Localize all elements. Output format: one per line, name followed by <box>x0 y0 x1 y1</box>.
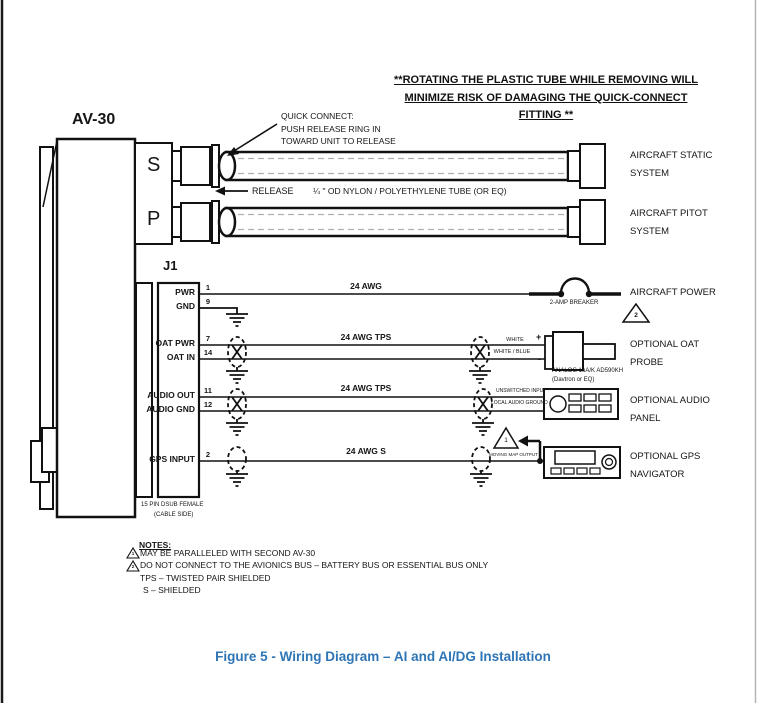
oat-minus-polarity: - <box>538 354 541 364</box>
oat-probe-icon <box>545 332 615 370</box>
notes-abbrev-s: S – SHIELDED <box>143 585 201 595</box>
notes-item1-ref: 1 <box>131 551 135 556</box>
connector-type-line1: 15 PIN DSUB FEMALE <box>141 502 204 508</box>
notes-item1-text: MAY BE PARALLELED WITH SECOND AV-30 <box>140 548 316 558</box>
pitot-quick-connect-fitting <box>172 201 219 243</box>
notes-item2-text: DO NOT CONNECT TO THE AVIONICS BUS – BATTERY BUS OR ESSENTIAL BUS ONLY <box>140 560 489 570</box>
ground-wire <box>199 308 248 326</box>
unit-title: AV-30 <box>72 111 116 128</box>
optional-audio-line2: PANEL <box>630 413 661 424</box>
notes-title: NOTES: <box>139 540 172 550</box>
optional-audio-panel-label <box>630 392 710 428</box>
optional-gps-line2: NAVIGATOR <box>630 469 685 480</box>
power-wire <box>199 279 621 298</box>
gps-note-callout <box>494 428 543 464</box>
aircraft-pitot-line1: AIRCRAFT PITOT <box>630 208 708 219</box>
oat-plus-polarity: + <box>536 332 542 342</box>
gps-wire-gauge: 24 AWG S <box>346 446 386 456</box>
notes-item2-ref: 2 <box>131 564 135 569</box>
pin-label-gps-input: GPS INPUT <box>149 454 195 464</box>
j1-connector-label: J1 <box>163 258 178 273</box>
pitot-port-label: P <box>147 208 161 230</box>
pin-label-gnd: GND <box>176 301 195 311</box>
static-quick-connect-fitting <box>172 145 219 187</box>
optional-gps-navigator-label <box>630 448 700 484</box>
aircraft-static-system-label <box>630 147 712 183</box>
connector-type-line2: (CABLE SIDE) <box>154 512 194 518</box>
pitot-tube <box>219 200 605 244</box>
quick-connect-line3: TOWARD UNIT TO RELEASE <box>281 136 396 146</box>
optional-oat-line2: PROBE <box>630 357 664 368</box>
quick-connect-line1: QUICK CONNECT: <box>281 111 354 121</box>
optional-oat-probe-label <box>630 336 699 372</box>
gps-shield-symbol-left <box>226 447 248 486</box>
static-tube <box>219 144 605 188</box>
aircraft-power-label: AIRCRAFT POWER <box>630 287 716 298</box>
audio-shield-symbol-right <box>472 389 494 435</box>
pin-number-9: 9 <box>205 297 211 306</box>
warning-line1: **ROTATING THE PLASTIC TUBE WHILE REMOVING WILL <box>394 74 698 86</box>
pin-number-14: 14 <box>203 348 213 357</box>
notes-abbrev-tps: TPS – TWISTED PAIR SHIELDED <box>140 573 271 583</box>
gps-note-ref: 1 <box>504 437 508 444</box>
aircraft-pitot-system-label <box>630 205 708 241</box>
warning-line2: MINIMIZE RISK OF DAMAGING THE QUICK-CONNECT FITTING ** <box>404 91 688 121</box>
aircraft-pitot-line2: SYSTEM <box>630 226 670 237</box>
pin-number-7: 7 <box>205 334 211 343</box>
pin-number-11: 11 <box>204 386 212 395</box>
oat-wire-gauge: 24 AWG TPS <box>340 332 392 342</box>
oat-device-line1: ANALOG 1uA/K AD590KH <box>552 368 624 374</box>
oat-shield-symbol-right <box>469 337 491 383</box>
oat-shield-symbol-left <box>226 337 248 383</box>
oat-wire-bottom-label: WHITE / BLUE <box>493 349 531 355</box>
optional-gps-line1: OPTIONAL GPS <box>630 451 701 462</box>
aircraft-static-line1: AIRCRAFT STATIC <box>630 150 713 161</box>
optional-audio-line1: OPTIONAL AUDIO <box>630 395 710 406</box>
audio-ground-label: LOCAL AUDIO GROUND <box>491 400 548 406</box>
power-wire-gauge: 24 AWG <box>350 281 382 291</box>
aircraft-static-line2: SYSTEM <box>630 168 670 179</box>
warning-note <box>384 72 708 125</box>
audio-input-label: UNSWITCHED INPUT <box>496 388 547 394</box>
release-label: RELEASE <box>252 186 294 196</box>
power-note-ref: 2 <box>634 312 638 319</box>
audio-panel-icon <box>544 389 618 419</box>
quick-connect-callout <box>281 110 396 148</box>
pin-label-oat-in: OAT IN <box>166 352 195 362</box>
gps-output-label: MOVING MAP OUTPUT <box>489 452 538 457</box>
pin-number-2: 2 <box>205 450 211 459</box>
tube-spec-label: ¼ " OD NYLON / POLYETHYLENE TUBE (OR EQ) <box>313 186 507 196</box>
pin-label-audio-gnd: AUDIO GND <box>146 404 195 414</box>
gps-navigator-icon <box>544 447 620 478</box>
audio-wire-gauge: 24 AWG TPS <box>340 383 392 393</box>
oat-device-line2: (Davtron or EQ) <box>552 377 595 383</box>
breaker-label: 2-AMP BREAKER <box>549 300 599 306</box>
static-port-label: S <box>147 154 161 176</box>
pin-number-12: 12 <box>203 400 213 409</box>
pin-number-1: 1 <box>205 283 211 292</box>
pin-label-oat-pwr: OAT PWR <box>155 338 195 348</box>
quick-connect-line2: PUSH RELEASE RING IN <box>281 123 381 134</box>
oat-wire-top-label: WHITE <box>506 337 524 343</box>
optional-oat-line1: OPTIONAL OAT <box>630 339 700 350</box>
pin-label-pwr: PWR <box>175 287 195 297</box>
figure-caption: Figure 5 - Wiring Diagram – AI and AI/DG Installation <box>215 649 551 664</box>
pin-label-audio-out: AUDIO OUT <box>147 390 195 400</box>
audio-shield-symbol-left <box>226 389 248 435</box>
